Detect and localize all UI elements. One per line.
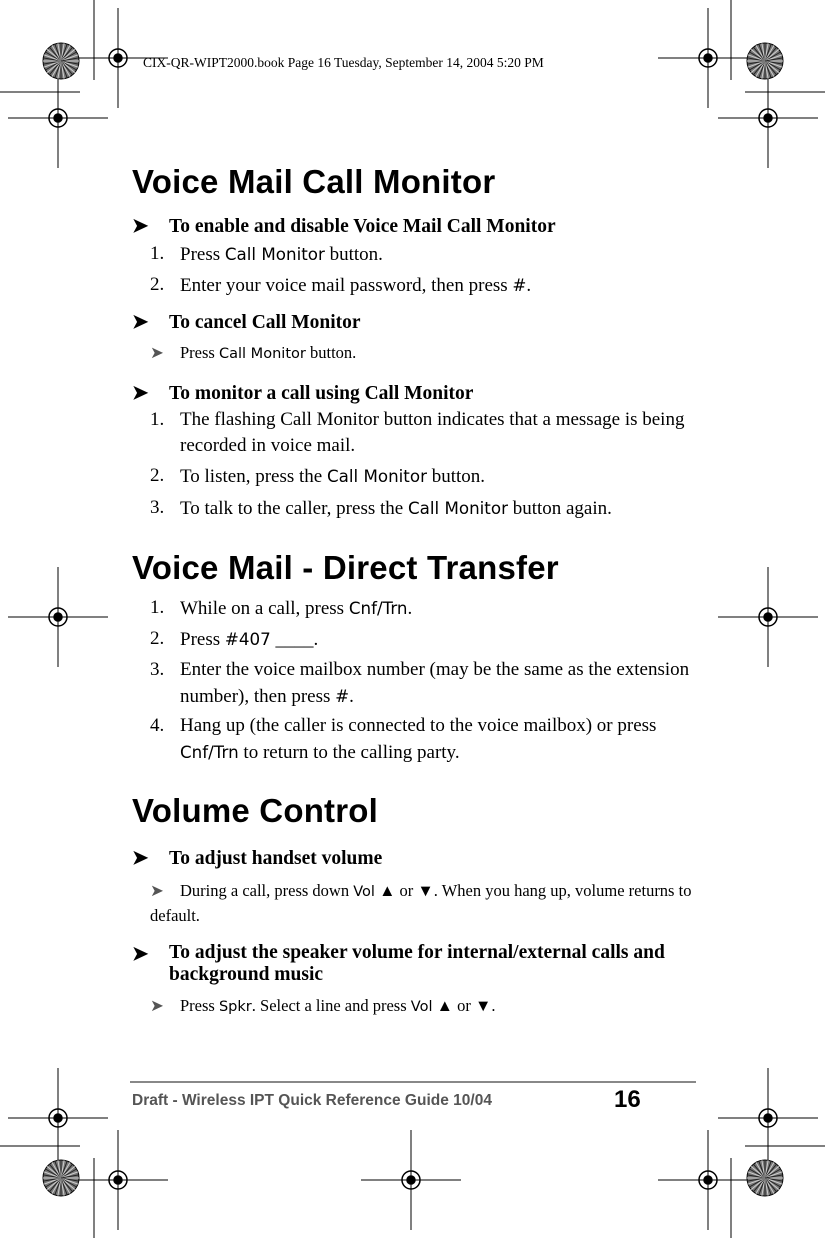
list-item: 1. The flashing Call Monitor button indicates that a message is being recorded in voice mail.: [150, 409, 685, 456]
list-item: ➤ Press Call Monitor button.: [150, 341, 695, 366]
list-item: ➤ Press Spkr. Select a line and press Vol ▲ or ▼.: [150, 994, 695, 1019]
procedure-arrow-icon: ➤: [132, 944, 149, 965]
rosette-icon: [747, 43, 783, 79]
procedure-handset-volume: ➤ To adjust handset volume: [132, 848, 383, 869]
bullet-arrow-icon: ➤: [150, 881, 164, 900]
up-arrow-icon: ▲: [436, 996, 453, 1015]
heading-call-monitor: Voice Mail Call Monitor: [132, 163, 496, 200]
crosshair-target-icon: [718, 1068, 818, 1168]
list-item: 4. Hang up (the caller is connected to the voice mailbox) or press Cnf/Trn to return to the calling party.: [150, 715, 657, 763]
list-item: 2. Enter your voice mail password, then press #.: [150, 274, 532, 296]
list-item: 3. Enter the voice mailbox number (may be the same as the extension number), then press #.: [150, 659, 690, 707]
crosshair-target-icon: [8, 567, 108, 667]
bullet-arrow-icon: ➤: [150, 996, 164, 1015]
crosshair-target-icon: [8, 1068, 108, 1168]
crosshair-target-icon: [718, 567, 818, 667]
list-item: 1. Press Call Monitor button.: [150, 243, 383, 265]
procedure-speaker-volume: ➤ To adjust the speaker volume for internal/external calls and background music: [132, 942, 665, 985]
up-arrow-icon: ▲: [379, 881, 396, 900]
crosshair-target-icon: [718, 68, 818, 168]
heading-direct-transfer: Voice Mail - Direct Transfer: [132, 549, 559, 586]
procedure-monitor: ➤ To monitor a call using Call Monitor: [132, 383, 474, 404]
list-item: ➤ During a call, press down Vol ▲ or ▼. When you hang up, volume returns to default.: [150, 881, 692, 925]
list-item: 1. While on a call, press Cnf/Trn.: [150, 597, 413, 619]
list-item: 2. Press #407 ____.: [150, 628, 319, 650]
procedure-arrow-icon: ➤: [132, 848, 149, 869]
footer-title: Draft - Wireless IPT Quick Reference Guide 10/04: [132, 1092, 492, 1109]
crosshair-target-icon: [658, 1130, 758, 1230]
crosshair-target-icon: [361, 1130, 461, 1230]
procedure-arrow-icon: ➤: [132, 216, 149, 237]
bullet-arrow-icon: ➤: [150, 343, 164, 362]
page-number: 16: [614, 1086, 641, 1113]
rosette-icon: [43, 1160, 79, 1196]
crosshair-target-icon: [658, 8, 758, 108]
heading-volume-control: Volume Control: [132, 792, 379, 829]
down-arrow-icon: ▼: [417, 881, 434, 900]
crosshair-target-icon: [8, 68, 108, 168]
crosshair-target-icon: [68, 1130, 168, 1230]
book-slug: CIX-QR-WIPT2000.book Page 16 Tuesday, September 14, 2004 5:20 PM: [143, 55, 544, 70]
procedure-cancel: ➤ To cancel Call Monitor: [132, 312, 361, 333]
procedure-enable: ➤ To enable and disable Voice Mail Call Monitor: [132, 216, 556, 237]
footer-rule: [130, 1081, 696, 1083]
rosette-icon: [747, 1160, 783, 1196]
rosette-icon: [43, 43, 79, 79]
down-arrow-icon: ▼: [474, 996, 492, 1015]
procedure-arrow-icon: ➤: [132, 312, 149, 333]
list-item: 3. To talk to the caller, press the Call Monitor button again.: [150, 497, 612, 519]
list-item: 2. To listen, press the Call Monitor button.: [150, 465, 485, 487]
procedure-arrow-icon: ➤: [132, 383, 149, 404]
